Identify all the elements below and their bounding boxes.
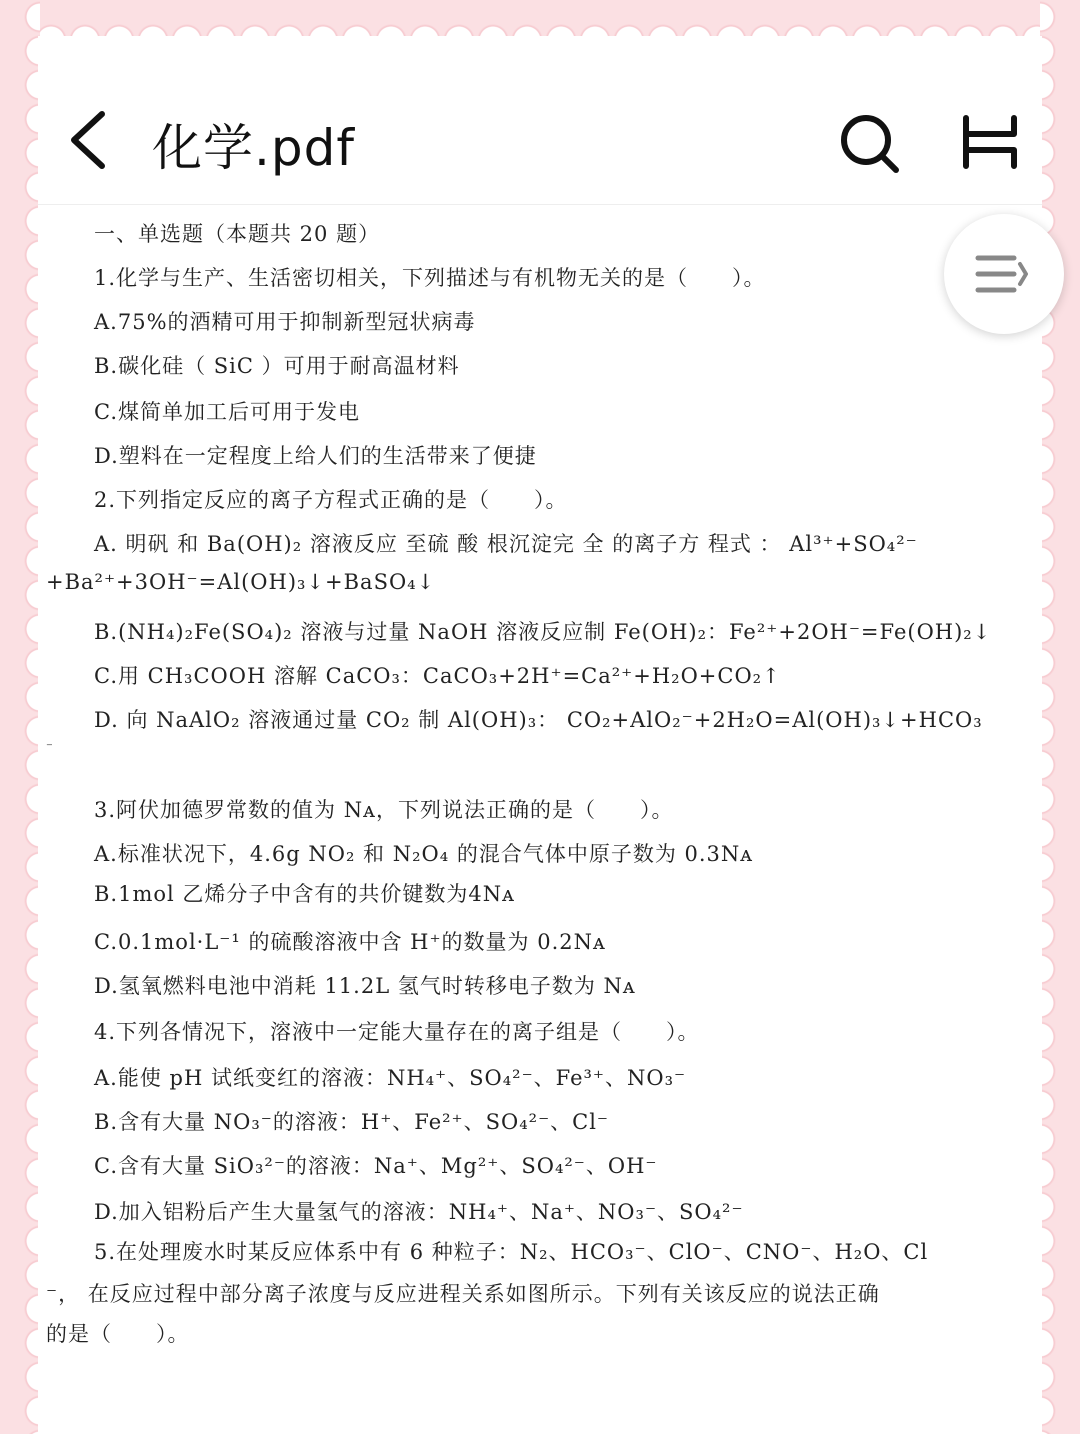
question-5: 5.在处理废水时某反应体系中有 6 种粒子：N₂、HCO₃⁻、ClO⁻、CNO⁻、H₂O、Cl — [94, 1240, 929, 1264]
option-line: A.75%的酒精可用于抑制新型冠状病毒 — [94, 310, 476, 334]
top-bar — [38, 36, 1042, 205]
decorative-frame-left — [0, 0, 40, 1434]
option-line-continued: +Ba²⁺+3OH⁻=Al(OH)₃↓+BaSO₄↓ — [46, 570, 436, 594]
section-heading: 一、单选题（本题共 20 题） — [94, 222, 381, 246]
question-5-continued: ⁻， 在反应过程中部分离子浓度与反应进程关系如图所示。下列有关该反应的说法正确 — [46, 1282, 880, 1306]
option-line: B.碳化硅（ SiC ）可用于耐高温材料 — [94, 354, 460, 378]
option-line: B.(NH₄)₂Fe(SO₄)₂ 溶液与过量 NaOH 溶液反应制 Fe(OH)₂：Fe²⁺+2OH⁻=Fe(OH)₂↓ — [94, 620, 992, 644]
option-line: C.煤简单加工后可用于发电 — [94, 400, 360, 424]
option-line: B.1mol 乙烯分子中含有的共价键数为4Nᴀ — [94, 882, 516, 906]
side-menu-button[interactable] — [944, 214, 1064, 334]
option-line: D.氢氧燃料电池中消耗 11.2L 氢气时转移电子数为 Nᴀ — [94, 974, 636, 998]
pdf-viewer-screen — [38, 36, 1042, 1434]
option-line: A.标准状况下，4.6g NO₂ 和 N₂O₄ 的混合气体中原子数为 0.3Nᴀ — [94, 842, 754, 866]
decorative-frame-right — [1040, 0, 1080, 1434]
option-line: D. 向 NaAlO₂ 溶液通过量 CO₂ 制 Al(OH)₃： CO₂+AlO₂⁻+2H₂O=Al(OH)₃↓+HCO₃ — [94, 708, 983, 732]
split-view-icon[interactable] — [960, 114, 1020, 170]
search-icon[interactable] — [838, 112, 900, 174]
option-line: A. 明矾 和 Ba(OH)₂ 溶液反应 至硫 酸 根沉淀完 全 的离子方 程式 ： Al³⁺+SO₄²⁻ — [94, 532, 918, 556]
option-line: C.0.1mol·L⁻¹ 的硫酸溶液中含 H⁺的数量为 0.2Nᴀ — [94, 930, 606, 954]
file-title: 化学.pdf — [152, 119, 355, 177]
question-3: 3.阿伏加德罗常数的值为 Nᴀ，下列说法正确的是（ ）。 — [94, 798, 674, 822]
question-1: 1.化学与生产、生活密切相关，下列描述与有机物无关的是（ ）。 — [94, 266, 766, 290]
option-line: B.含有大量 NO₃⁻的溶液：H⁺、Fe²⁺、SO₄²⁻、Cl⁻ — [94, 1110, 610, 1134]
decorative-frame-top — [0, 0, 1080, 40]
option-line: D.塑料在一定程度上给人们的生活带来了便捷 — [94, 444, 537, 468]
menu-lines-icon — [974, 254, 1028, 294]
option-line-continued: ⁻ — [46, 740, 54, 755]
pdf-page-content — [38, 204, 1042, 1434]
option-line: C.含有大量 SiO₃²⁻的溶液：Na⁺、Mg²⁺、SO₄²⁻、OH⁻ — [94, 1154, 658, 1178]
option-line: A.能使 pH 试纸变红的溶液：NH₄⁺、SO₄²⁻、Fe³⁺、NO₃⁻ — [94, 1066, 687, 1090]
option-line: D.加入铝粉后产生大量氢气的溶液：NH₄⁺、Na⁺、NO₃⁻、SO₄²⁻ — [94, 1200, 744, 1224]
question-5-continued: 的是（ ）。 — [46, 1322, 190, 1346]
question-2: 2.下列指定反应的离子方程式正确的是（ ）。 — [94, 488, 568, 512]
question-4: 4.下列各情况下，溶液中一定能大量存在的离子组是（ ）。 — [94, 1020, 700, 1044]
chevron-left-icon[interactable] — [66, 110, 112, 170]
option-line: C.用 CH₃COOH 溶解 CaCO₃：CaCO₃+2H⁺=Ca²⁺+H₂O+CO₂↑ — [94, 664, 781, 688]
